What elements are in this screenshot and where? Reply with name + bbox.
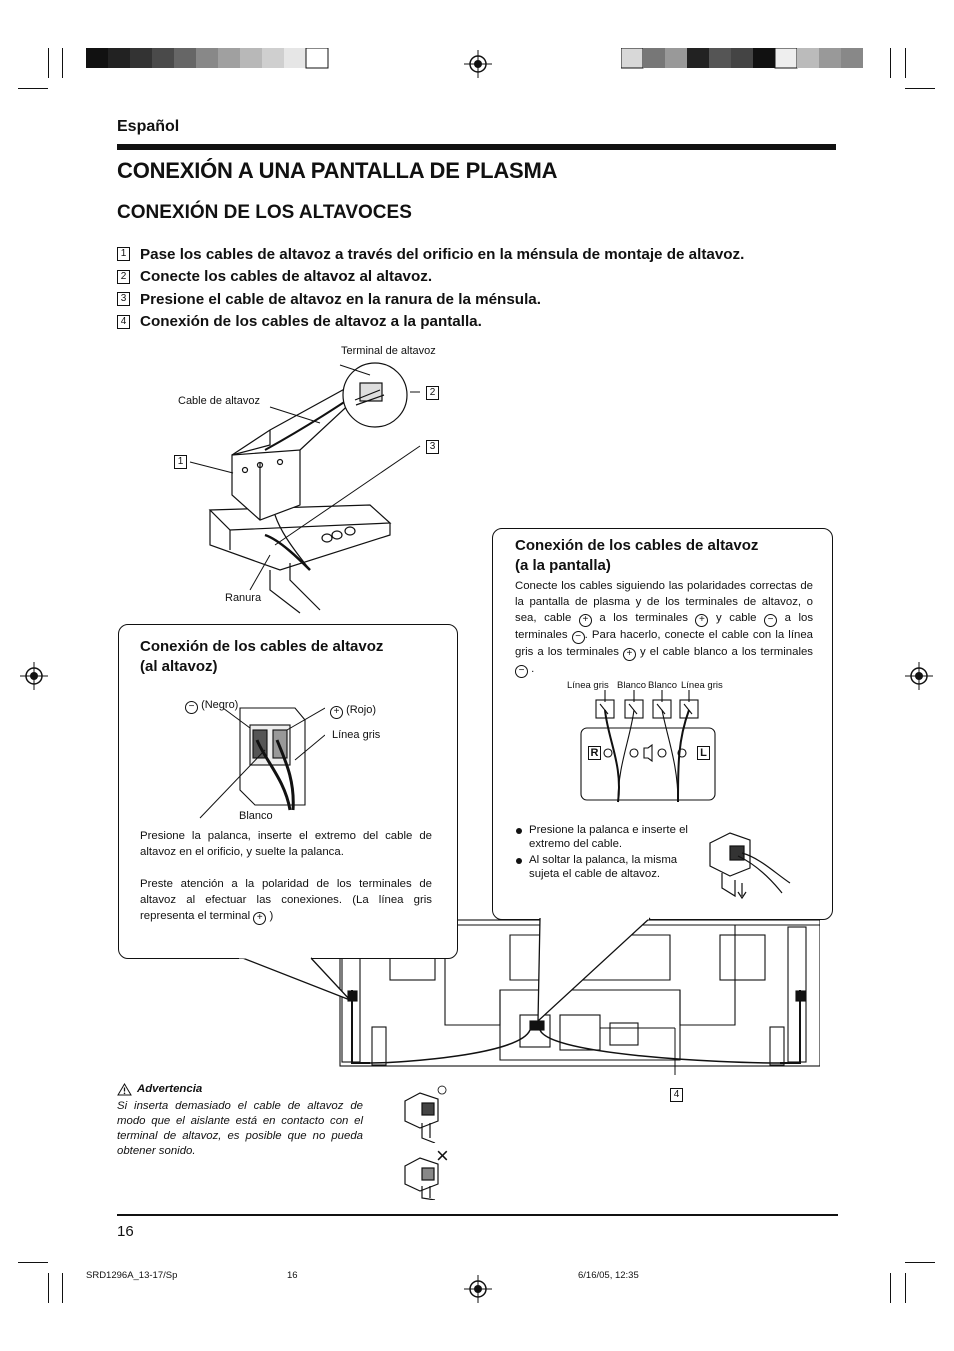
correct-insertion-illustration: [400, 1083, 465, 1143]
white-label: Blanco: [239, 810, 273, 822]
speaker-box-title: [140, 637, 383, 677]
callout-1: 1: [174, 455, 187, 469]
body-text: y el cable blanco a los terminales: [640, 646, 813, 658]
color-bar-right: [621, 48, 868, 70]
minus-symbol: −: [515, 665, 528, 678]
polarity-note-text: Preste atención a la polaridad de los terminales de altavoz al efectuar las conexiones. (La línea gris representa el terminal: [140, 878, 432, 922]
warning-title: Advertencia: [137, 1083, 203, 1095]
step-text: Presione el cable de altavoz en la ranura de la ménsula.: [140, 290, 541, 308]
steps-list: [117, 243, 857, 333]
warning-icon: [117, 1083, 132, 1096]
minus-symbol: −: [185, 701, 198, 714]
body-text: a los terminales: [515, 612, 814, 641]
registration-mark-top: [464, 50, 492, 78]
plus-symbol: +: [253, 912, 266, 925]
groove-label: Ranura: [225, 592, 262, 604]
step-text: Conecte los cables de altavoz al altavoz.: [140, 268, 433, 286]
language-label: Español: [117, 118, 180, 135]
step-item: [117, 311, 857, 334]
gray-line-label: Línea gris: [332, 729, 381, 741]
bullet-item: Al soltar la palanca, la misma sujeta el cable de altavoz.: [515, 853, 705, 881]
terminal-label-gray-1: Línea gris: [567, 680, 609, 691]
right-channel-label: R: [588, 746, 601, 760]
plus-symbol: +: [695, 614, 708, 627]
section-title: CONEXIÓN DE LOS ALTAVOCES: [117, 202, 412, 223]
speaker-terminal-illustration: [195, 700, 325, 825]
positive-text: (Rojo): [346, 704, 377, 716]
header-rule: [117, 144, 836, 150]
callout-4: 4: [670, 1088, 683, 1102]
display-box-title-line2: (a la pantalla): [515, 557, 611, 574]
plus-symbol: +: [579, 614, 592, 627]
correct-mark: ○: [436, 1079, 449, 1101]
incorrect-mark: ×: [436, 1143, 449, 1168]
bracket-illustration: [170, 355, 460, 615]
body-text: .: [531, 663, 535, 675]
terminal-label: Terminal de altavoz: [341, 345, 436, 357]
polarity-note-end: ): [269, 910, 274, 922]
display-box-pointer: [520, 916, 670, 1026]
speaker-box-instructions: Presione la palanca, inserte el extremo del cable de altavoz en el orificio, y suelte la palanca.: [140, 830, 432, 858]
speaker-box-title-line1: Conexión de los cables de altavoz: [140, 638, 384, 655]
terminal-label-white-1: Blanco: [617, 680, 647, 691]
incorrect-insertion-illustration: [400, 1152, 465, 1200]
terminal-label-gray-2: Línea gris: [681, 680, 723, 691]
lever-press-illustration: [700, 828, 795, 903]
display-box-bullets: [515, 823, 705, 881]
body-text: Conecte los cables siguiendo las polaridades correctas de la pantalla de plasma y de los terminales de altavoz, o sea, cable: [515, 580, 813, 624]
cable-label: Cable de altavoz: [178, 395, 260, 407]
callout-3: 3: [426, 440, 439, 454]
step-item: [117, 243, 857, 266]
body-text: y cable: [716, 612, 757, 624]
step-text: Conexión de los cables de altavoz a la pantalla.: [140, 313, 482, 331]
body-text: . Para hacerlo, conecte el cable con la línea gris a los terminales: [515, 629, 813, 658]
display-box-instructions: [515, 578, 813, 678]
callout-2: 2: [426, 386, 439, 400]
file-page: 16: [287, 1270, 298, 1281]
file-name: SRD1296A_13-17/Sp: [86, 1270, 178, 1281]
step-item: [117, 266, 857, 289]
left-channel-label: L: [697, 746, 710, 760]
step-number: 1: [117, 247, 130, 261]
step-text: Pase los cables de altavoz a través del orificio en la ménsula de montaje de altavoz.: [140, 245, 745, 263]
color-bar-left: [86, 48, 331, 70]
registration-mark-left: [20, 662, 48, 690]
display-box-title-line1: Conexión de los cables de altavoz: [515, 537, 759, 554]
step-item: [117, 288, 857, 311]
plus-symbol: +: [623, 648, 636, 661]
step-number: 2: [117, 270, 130, 284]
registration-mark-right: [905, 662, 933, 690]
registration-mark-bottom: [464, 1275, 492, 1303]
footer-rule: [117, 1214, 838, 1216]
bullet-item: Presione la palanca e inserte el extremo del cable.: [515, 823, 705, 851]
speaker-box-pointer: [210, 955, 360, 1005]
positive-terminal-label: [330, 704, 376, 719]
negative-text: (Negro): [201, 699, 239, 711]
plus-symbol: +: [330, 706, 343, 719]
page-number: 16: [117, 1223, 134, 1240]
terminal-label-white-2: Blanco: [648, 680, 678, 691]
warning-body: Si inserta demasiado el cable de altavoz de modo que el aislante está en contacto con el terminal de altavoz, es posible que no pueda obtener sonido.: [117, 1100, 363, 1157]
minus-symbol: −: [764, 614, 777, 627]
minus-symbol: −: [572, 631, 585, 644]
step-number: 3: [117, 292, 130, 306]
speaker-box-title-line2: (al altavoz): [140, 658, 218, 675]
speaker-box-polarity-note: [140, 876, 432, 925]
print-date: 6/16/05, 12:35: [578, 1270, 639, 1281]
display-box-title: [515, 536, 758, 576]
step-number: 4: [117, 315, 130, 329]
body-text: a los terminales: [599, 612, 688, 624]
page-title: CONEXIÓN A UNA PANTALLA DE PLASMA: [117, 158, 558, 183]
